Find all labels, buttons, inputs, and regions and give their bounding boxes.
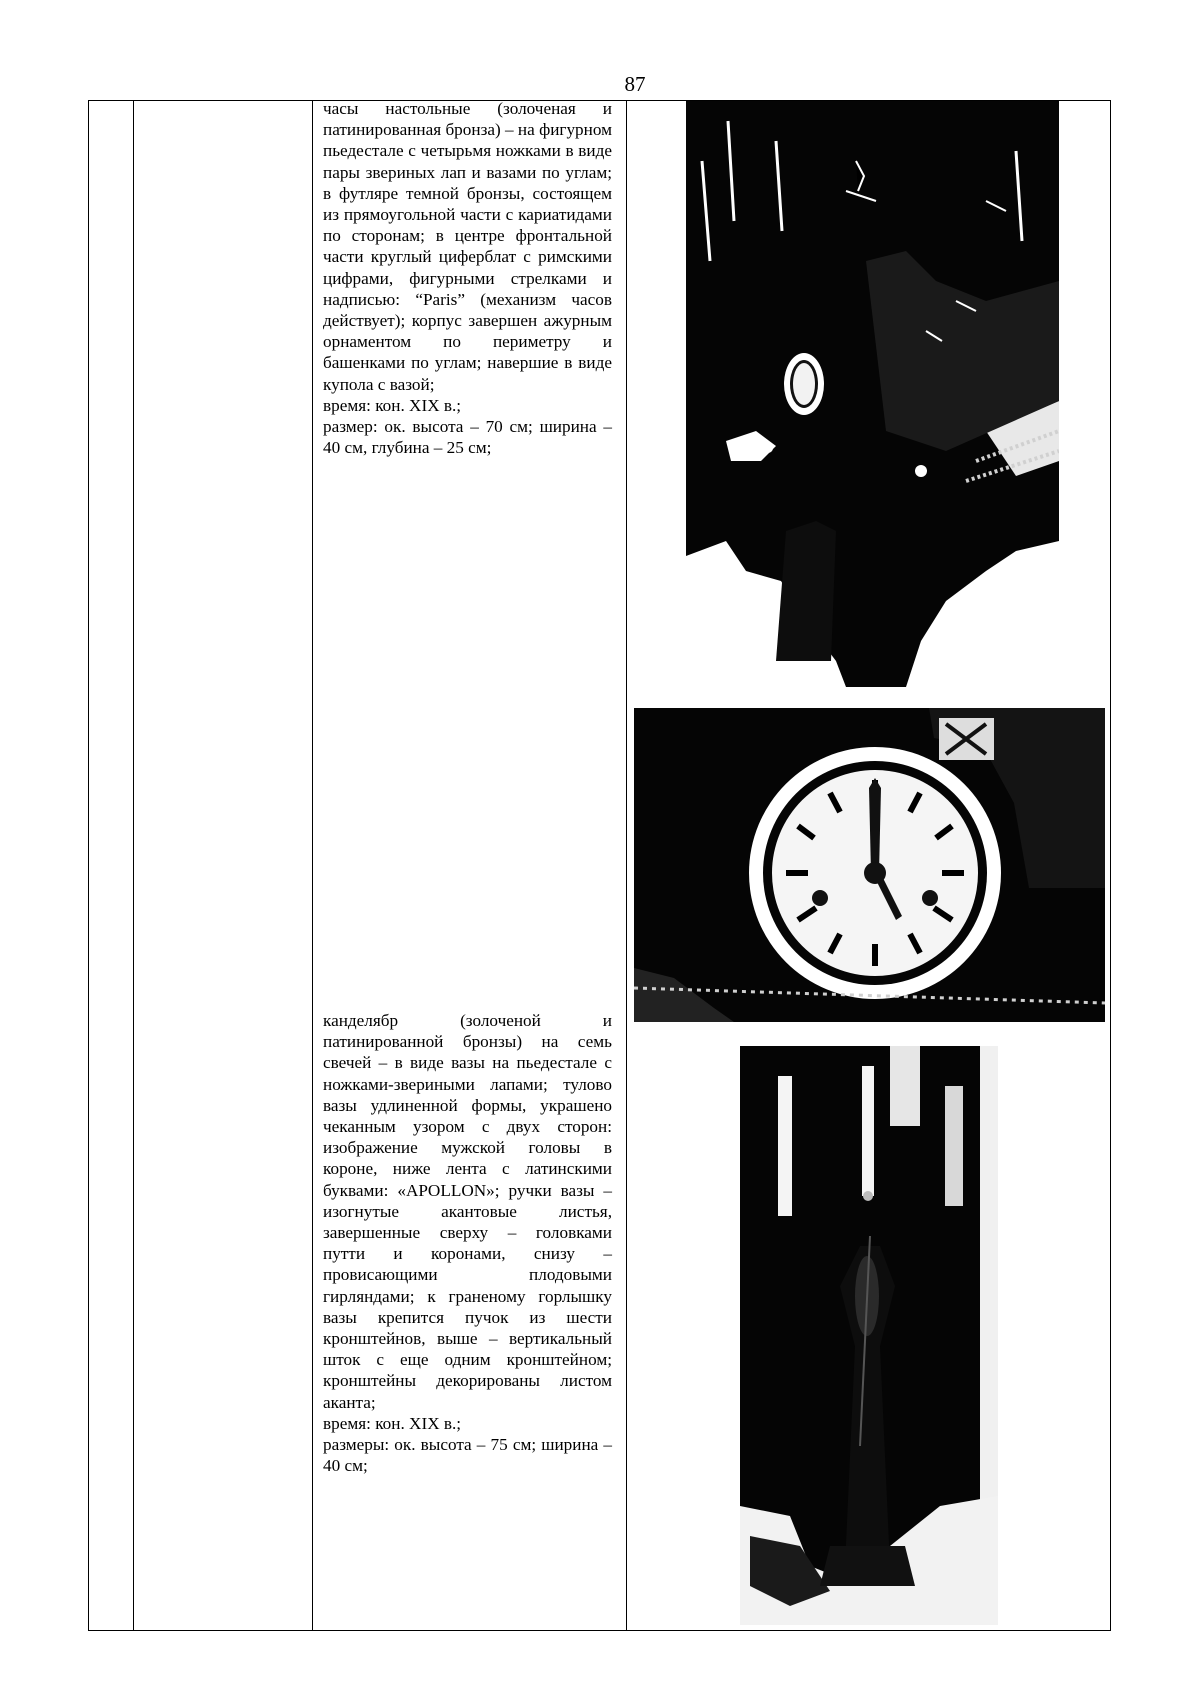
item-text: часы настольные (золоченая и патинированная бронза) – на фигурном пьедестале с четырьмя ножками в виде пары звериных лап и вазами по углам; в футляре темной бронзы, состоящем из прямоугольной части с кариатидами по сторонам; в центре фронтальной части круглый циферблат с римскими цифрами, фигурными стрелками и надписью: “Paris” (механизм часов действует); корпус завершен ажурным орнаментом по периметру и башенками по углам; навершие в виде купола с вазой; [323,99,612,394]
item-time: время: кон. XIX в.; [323,1413,462,1433]
item-size: размеры: ок. высота – 75 см; ширина – 40 см; [323,1435,612,1476]
candelabrum-photo [740,1046,998,1625]
item-size: размер: ок. высота – 70 см; ширина – 40 см, глубина – 25 см; [323,417,612,458]
item-time: время: кон. XIX в.; [323,395,462,415]
column-divider-1 [133,101,134,1630]
item-text: канделябр (золоченой и патинированной бронзы) на семь свечей – в виде вазы на пьедестале с ножками-звериными лапами; тулово вазы удлиненной формы, украшено чеканным узором с двух сторон: изображение мужской головы в короне, ниже лента с латинскими буквами: «APOLLON»; ручки вазы – изогнутые акантовые листья, завершенные сверху – головками путти и коронами, снизу – провисающими плодовыми гирляндами; к граненому горлышку вазы крепится пучок из шести кронштейнов, выше – вертикальный шток с еще одним кронштейном; кронштейны декорированы листом аканта; [323,1011,612,1412]
item-description-clock [323,98,612,458]
column-divider-3 [626,101,627,1630]
mantel-clock-photo [686,101,1059,687]
column-divider-2 [312,101,313,1630]
item-description-candelabrum [323,1010,612,1476]
page-number: 87 [624,72,646,96]
clock-dial-closeup-photo [634,708,1105,1022]
